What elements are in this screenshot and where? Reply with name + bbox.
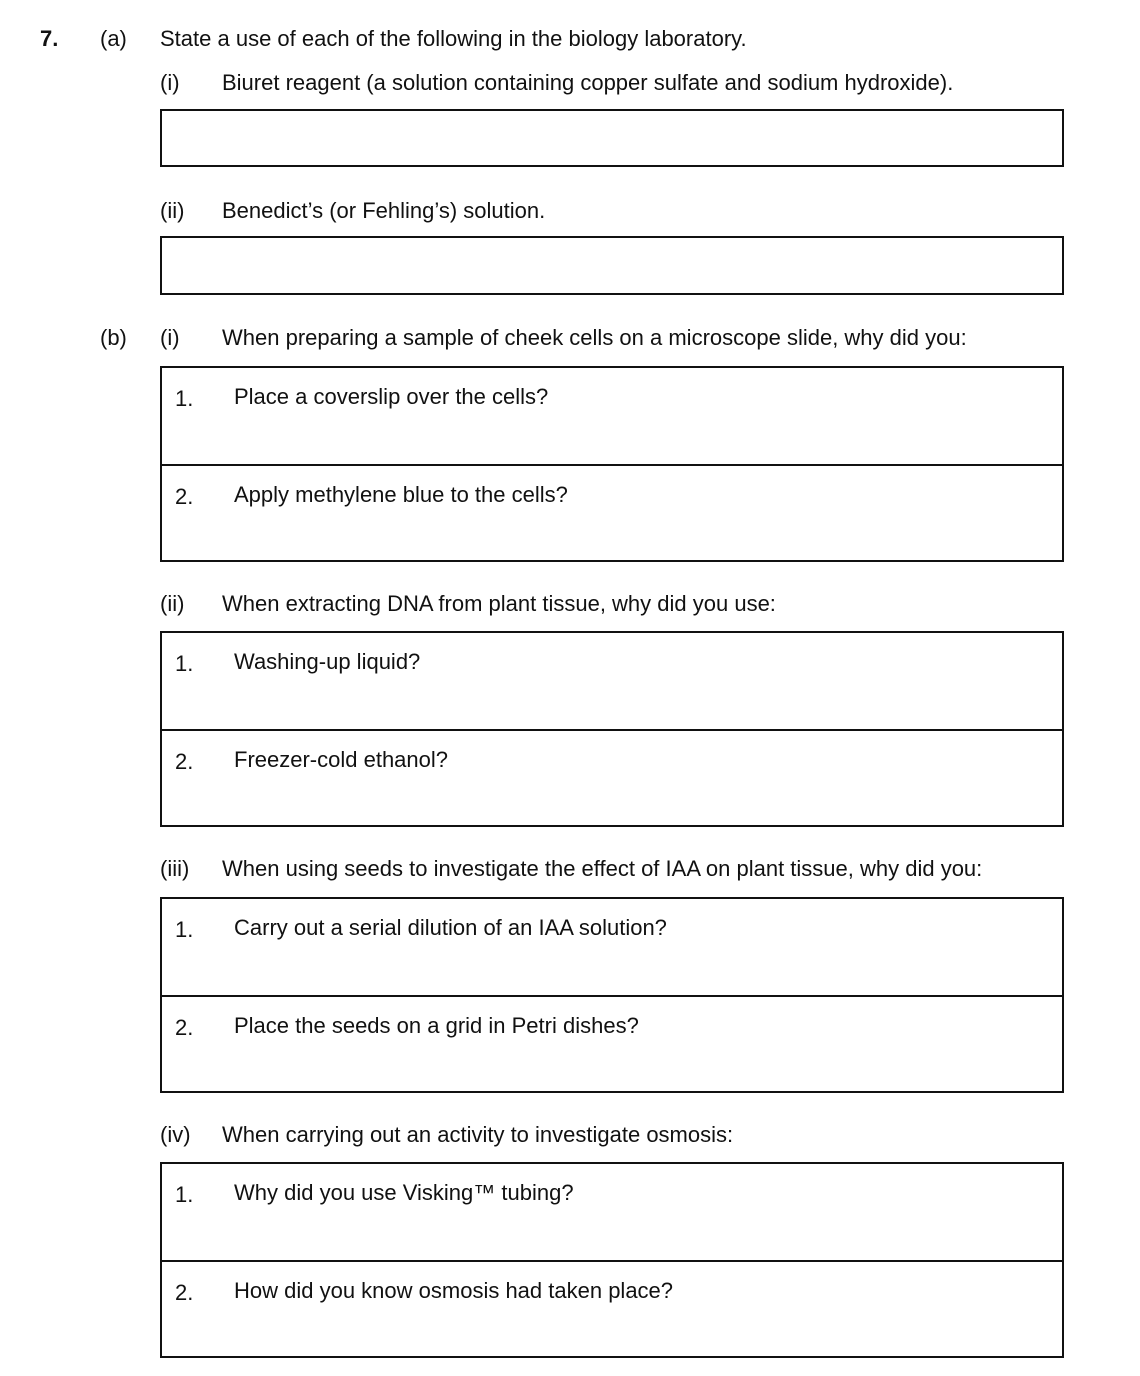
part-b-iv-text: When carrying out an activity to investigate osmosis: bbox=[222, 1122, 734, 1147]
sub-number: 2. bbox=[175, 1280, 194, 1305]
answer-row-b-i-2[interactable] bbox=[162, 464, 1062, 560]
sub-question-text: How did you know osmosis had taken place? bbox=[234, 1278, 674, 1303]
sub-number: 1. bbox=[175, 1182, 194, 1207]
answer-row-b-ii-1[interactable] bbox=[162, 633, 1062, 729]
sub-number: 1. bbox=[175, 651, 194, 676]
sub-question-text: Freezer-cold ethanol? bbox=[234, 747, 449, 772]
answer-box-a-ii[interactable] bbox=[160, 236, 1064, 295]
part-b-ii-label: (ii) bbox=[160, 591, 185, 616]
part-a-i-label: (i) bbox=[160, 70, 180, 95]
sub-question-text: Washing-up liquid? bbox=[234, 649, 421, 674]
part-a-i-text: Biuret reagent (a solution containing copper sulfate and sodium hydroxide). bbox=[222, 70, 954, 95]
part-a-label: (a) bbox=[100, 26, 127, 51]
sub-question-text: Apply methylene blue to the cells? bbox=[234, 482, 568, 507]
part-a-prompt: State a use of each of the following in the biology laboratory. bbox=[160, 26, 747, 51]
sub-number: 2. bbox=[175, 1015, 194, 1040]
part-b-iii-text: When using seeds to investigate the effect of IAA on plant tissue, why did you: bbox=[222, 856, 983, 881]
sub-question-text: Carry out a serial dilution of an IAA solution? bbox=[234, 915, 667, 940]
answer-row-b-iv-2[interactable] bbox=[162, 1260, 1062, 1356]
answer-table-b-ii bbox=[160, 631, 1064, 827]
sub-number: 2. bbox=[175, 484, 194, 509]
part-a-ii-label: (ii) bbox=[160, 198, 185, 223]
part-b-ii-text: When extracting DNA from plant tissue, why did you use: bbox=[222, 591, 776, 616]
sub-question-text: Place the seeds on a grid in Petri dishes? bbox=[234, 1013, 639, 1038]
answer-row-b-iii-2[interactable] bbox=[162, 995, 1062, 1091]
sub-number: 2. bbox=[175, 749, 194, 774]
sub-question-text: Why did you use Visking™ tubing? bbox=[234, 1180, 574, 1205]
question-number: 7. bbox=[40, 26, 59, 51]
part-b-i-text: When preparing a sample of cheek cells on a microscope slide, why did you: bbox=[222, 325, 967, 350]
answer-row-b-iii-1[interactable] bbox=[162, 899, 1062, 995]
part-b-iii-label: (iii) bbox=[160, 856, 190, 881]
sub-number: 1. bbox=[175, 386, 194, 411]
answer-table-b-iv bbox=[160, 1162, 1064, 1358]
part-b-label: (b) bbox=[100, 325, 127, 350]
answer-row-b-i-1[interactable] bbox=[162, 368, 1062, 464]
part-a-ii-text: Benedict’s (or Fehling’s) solution. bbox=[222, 198, 546, 223]
answer-row-b-iv-1[interactable] bbox=[162, 1164, 1062, 1260]
sub-question-text: Place a coverslip over the cells? bbox=[234, 384, 549, 409]
answer-box-a-i[interactable] bbox=[160, 109, 1064, 167]
sub-number: 1. bbox=[175, 917, 194, 942]
part-b-i-label: (i) bbox=[160, 325, 180, 350]
part-b-iv-label: (iv) bbox=[160, 1122, 191, 1147]
answer-table-b-i bbox=[160, 366, 1064, 562]
answer-table-b-iii bbox=[160, 897, 1064, 1093]
answer-row-b-ii-2[interactable] bbox=[162, 729, 1062, 825]
